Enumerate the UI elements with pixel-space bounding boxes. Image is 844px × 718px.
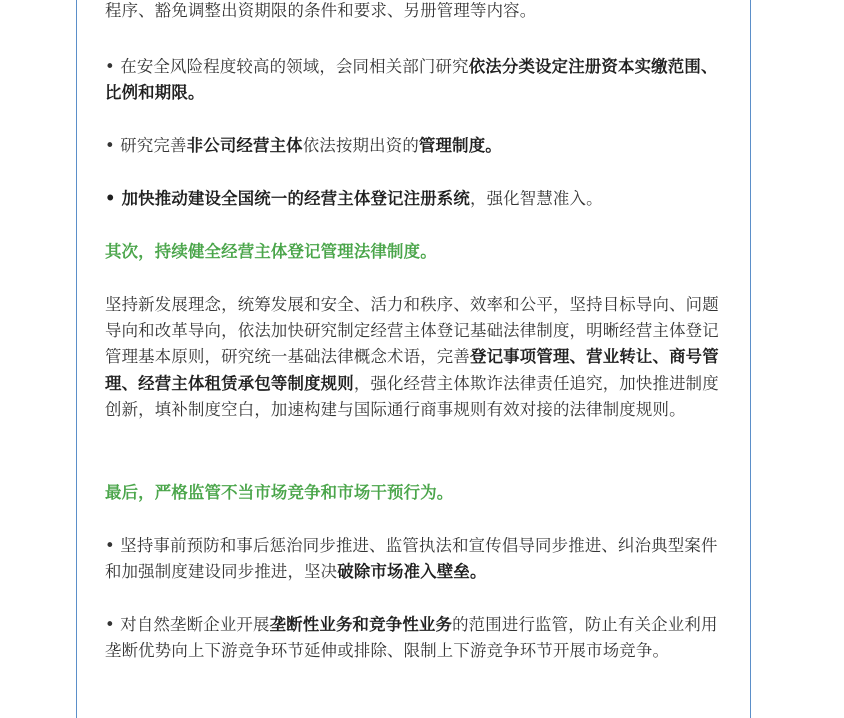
text-span: 的范围进行监管，防止有关企业利用垄断优势向上下游竞争环节延伸或排除、限制上下游竞争环节开展市场竞争。 [105,615,718,661]
text-span: 依法按期出资的 [302,136,419,155]
paragraph-continuation [105,0,727,24]
section-heading: 最后，严格监管不当市场竞争和市场干预行为。 [105,483,454,502]
bold-span: 登记事项管理、营业转让、商号管理、经营主体租赁承包等制度规则 [105,347,719,393]
text-span: • 在安全风险程度较高的领域，会同相关部门研究 [105,57,469,76]
bullet-paragraph [105,186,727,212]
text-span: ，强化智慧准入。 [469,189,603,208]
bullet-paragraph [105,54,727,106]
text-span: • 坚持事前预防和事后惩治同步推进、监管执法和宣传倡导同步推进、纠治典型案件和加强制度建设同步推进，坚决 [105,536,718,582]
bullet-paragraph [105,612,727,664]
text-span: 坚持新发展理念，统筹发展和安全、活力和秩序、效率和公平，坚持目标导向、问题导向和改革导向，依法加快研究制定经营主体登记基础法律制度，明晰经营主体登记管理基本原则，研究统一基础法律概念术语，完善 [105,295,719,367]
section-heading: 其次，持续健全经营主体登记管理法律制度。 [105,242,437,261]
bold-span: • 加快推动建设全国统一的经营主体登记注册系统 [105,189,470,208]
bold-span: 依法分类设定注册资本实缴范围、比例和期限。 [105,57,718,103]
text-span: 程序、豁免调整出资期限的条件和要求、另册管理等内容。 [105,1,537,20]
article-card [76,0,751,718]
text-span: • 研究完善 [105,136,187,155]
bullet-paragraph [105,133,727,159]
text-span: • 对自然垄断企业开展 [105,615,270,634]
body-paragraph [105,292,727,423]
text-span: ，强化经营主体欺诈法律责任追究，加快推进制度创新，填补制度空白，加速构建与国际通行商事规则有效对接的法律制度规则。 [105,373,719,419]
bold-span: 非公司经营主体 [186,136,303,155]
bold-span: 垄断性业务和竞争性业务 [269,615,453,634]
bullet-paragraph [105,533,727,585]
bold-span: 破除市场准入壁垒。 [337,562,487,582]
bold-span: 管理制度。 [418,136,502,155]
